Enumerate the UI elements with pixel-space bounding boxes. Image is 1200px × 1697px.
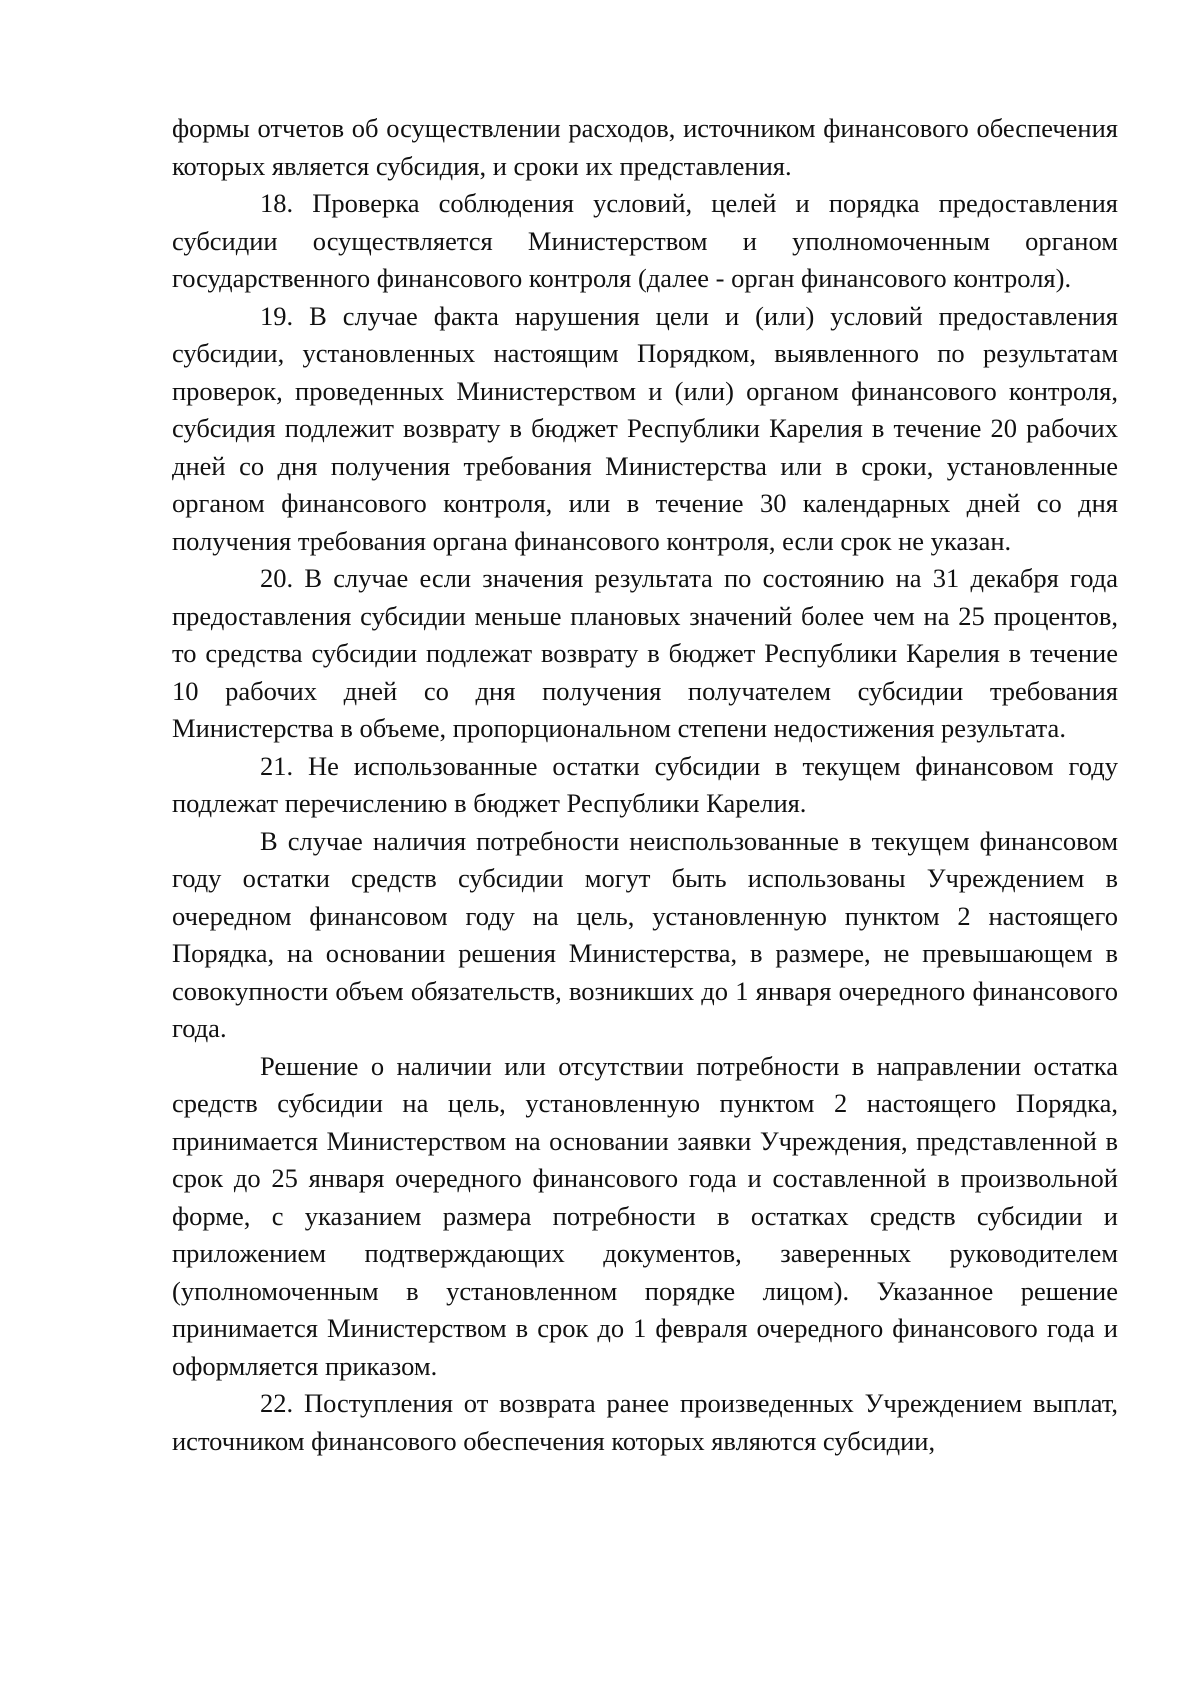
paragraph-20: 20. В случае если значения результата по состоянию на 31 декабря года предоставления субсидии меньше плановых значений более чем на 25 процентов, то средства субсидии подлежат возврату в бюджет Республики Карелия в течение 10 рабочих дней со дня получения получателем субсидии требования Министерства в объеме, пропорциональном степени недостижения результата. xyxy=(172,563,1118,743)
paragraph-21-remainder-usage: В случае наличия потребности неиспользованные в текущем финансовом году остатки средств субсидии могут быть использованы Учреждением в очередном финансовом году на цель, установленную пунктом 2 настоящего Порядка, на основании решения Министерства, в размере, не превышающем в совокупности объем обязательств, возникших до 1 января очередного финансового года. xyxy=(172,825,1118,1043)
paragraph-18: 18. Проверка соблюдения условий, целей и порядка предоставления субсидии осуществляется Министерством и уполномоченным органом государственного финансового контроля (далее - орган финансового контроля). xyxy=(172,188,1118,293)
paragraph-continuation: формы отчетов об осуществлении расходов, источником финансового обеспечения которых является субсидия, и сроки их представления. xyxy=(172,113,1118,181)
paragraph-22: 22. Поступления от возврата ранее произведенных Учреждением выплат, источником финансового обеспечения которых являются субсидии, xyxy=(172,1388,1118,1456)
paragraph-19: 19. В случае факта нарушения цели и (или) условий предоставления субсидии, установленных настоящим Порядком, выявленного по результатам проверок, проведенных Министерством и (или) органом финансового контроля, субсидия подлежит возврату в бюджет Республики Карелия в течение 20 рабочих дней со дня получения требования Министерства или в сроки, установленные органом финансового контроля, или в течение 30 календарных дней со дня получения требования органа финансового контроля, если срок не указан. xyxy=(172,300,1118,556)
paragraph-21: 21. Не использованные остатки субсидии в текущем финансовом году подлежат перечислению в бюджет Республики Карелия. xyxy=(172,750,1118,818)
paragraph-21-decision: Решение о наличии или отсутствии потребности в направлении остатка средств субсидии на цель, установленную пунктом 2 настоящего Порядка, принимается Министерством на основании заявки Учреждения, представленной в срок до 25 января очередного финансового года и составленной в произвольной форме, с указанием размера потребности в остатках средств субсидии и приложением подтверждающих документов, заверенных руководителем (уполномоченным в установленном порядке лицом). Указанное решение принимается Министерством в срок до 1 февраля очередного финансового года и оформляется приказом. xyxy=(172,1050,1118,1381)
document-body xyxy=(172,110,1118,1460)
